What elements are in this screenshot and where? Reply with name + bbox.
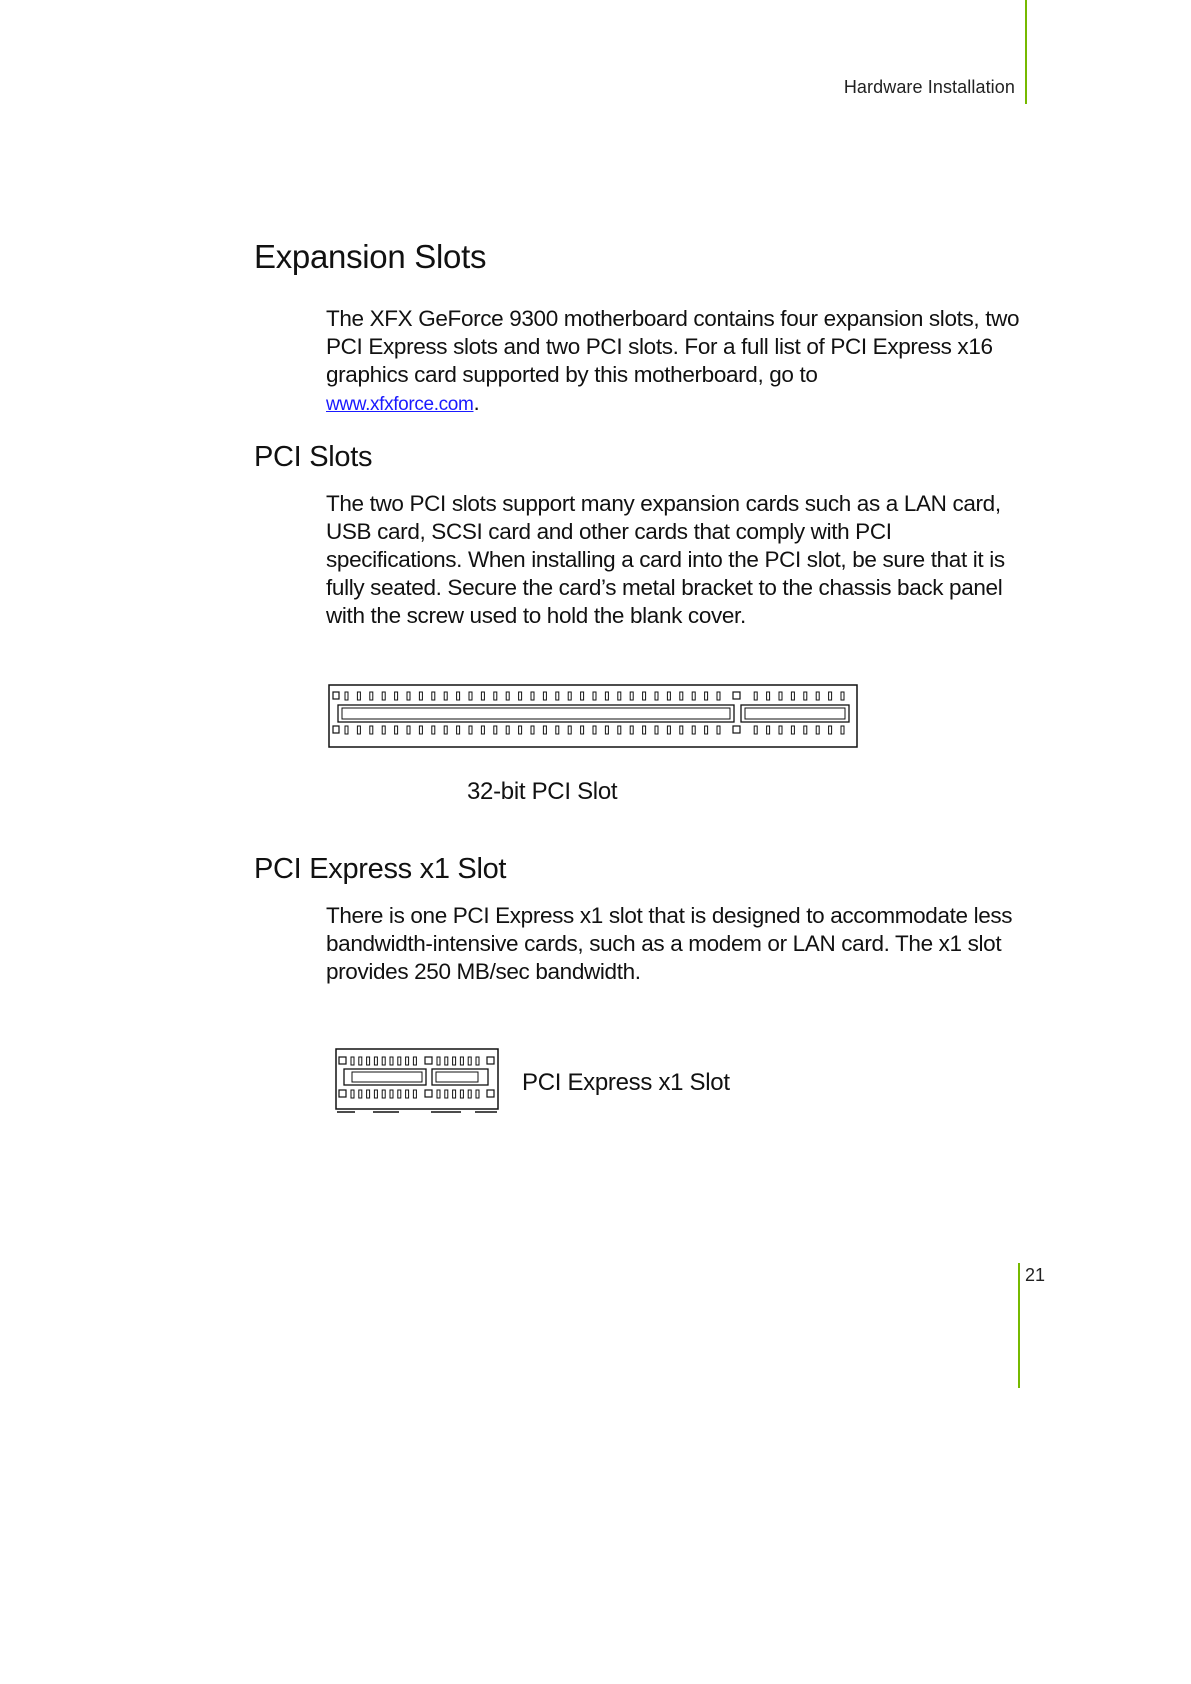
pci-slot-pin-row-top [345,692,844,700]
slot-pin [445,1090,448,1098]
pci-slot-key [733,692,740,699]
slot-pin [494,692,497,700]
slot-pin [506,726,509,734]
slot-pin [419,692,422,700]
slot-pin [432,692,435,700]
running-header: Hardware Installation [843,77,1015,97]
xfxforce-link[interactable]: www.xfxforce.com [326,394,474,415]
pcie-x1-slot-diagram [335,1048,499,1121]
slot-pin [370,726,373,734]
slot-pin [367,1057,370,1065]
pcie-x1-slot-end-key [339,1090,346,1097]
pcie-x1-slot-drawing [335,1048,499,1116]
slot-pin [593,692,596,700]
slot-pin [345,692,348,700]
slot-pin [667,692,670,700]
pcie-x1-slot-end-key [339,1057,346,1064]
slot-pin [460,1057,463,1065]
slot-pin [804,692,807,700]
page-number: 21 [1025,1265,1046,1285]
slot-pin [395,692,398,700]
slot-pin [407,726,410,734]
slot-pin [382,726,385,734]
slot-pin [556,692,559,700]
slot-pin [407,692,410,700]
slot-pin [593,726,596,734]
pci-slot-drawing [328,684,858,748]
slot-pin [432,726,435,734]
slot-pin [481,692,484,700]
slot-pin [357,692,360,700]
link-trailing-period: . [473,390,480,415]
slot-pin [357,726,360,734]
slot-pin [804,726,807,734]
slot-pin [444,726,447,734]
slot-pin [481,726,484,734]
slot-pin [382,692,385,700]
slot-pin [445,1057,448,1065]
slot-pin [359,1057,362,1065]
pci-slot-channel-long-inner [342,708,730,719]
slot-pin [406,1090,409,1098]
pcie-x1-slot-channel-right-inner [436,1072,478,1082]
pcie-x1-slot-key [425,1090,432,1097]
slot-pin [468,1090,471,1098]
slot-pin [829,692,832,700]
slot-pin [829,726,832,734]
slot-pin [754,726,757,734]
slot-pin [345,726,348,734]
slot-pin [453,1090,456,1098]
slot-pin [568,726,571,734]
slot-pin [705,726,708,734]
slot-pin [351,1057,354,1065]
slot-pin [390,1057,393,1065]
slot-pin [419,726,422,734]
slot-pin [444,692,447,700]
slot-pin [767,726,770,734]
slot-pin [705,692,708,700]
slot-pin [618,726,621,734]
slot-pin [494,726,497,734]
slot-pin [398,1090,401,1098]
pcie-x1-slot-end-key [487,1057,494,1064]
section-title-expansion-slots: Expansion Slots [254,238,487,275]
slot-pin [476,1090,479,1098]
slot-pin [630,726,633,734]
slot-pin [468,1057,471,1065]
slot-pin [754,692,757,700]
header-accent-rule [1025,0,1027,104]
slot-pin [692,726,695,734]
slot-pin [692,692,695,700]
slot-pin [374,1090,377,1098]
pcie-x1-slot-channel-right [432,1069,488,1085]
slot-pin [568,692,571,700]
pci-slot-end-key [333,726,339,733]
slot-pin [531,726,534,734]
slot-pin [469,726,472,734]
slot-pin [581,692,584,700]
slot-pin [370,692,373,700]
pcie-x1-slot-pin-row-top [351,1057,479,1065]
pci-slot-key [733,726,740,733]
slot-pin [398,1057,401,1065]
expansion-slots-paragraph [326,305,1026,419]
subsection-title-pcie-x1: PCI Express x1 Slot [254,853,507,885]
pcie-x1-slot-outline [336,1049,498,1109]
pcie-x1-slot-pin-row-bottom [351,1090,479,1098]
slot-pin [779,726,782,734]
pcie-x1-slot-channel-left-inner [352,1072,422,1082]
slot-pin [655,692,658,700]
slot-pin [382,1090,385,1098]
slot-pin [605,726,608,734]
slot-pin [460,1090,463,1098]
slot-pin [457,726,460,734]
slot-pin [581,726,584,734]
slot-pin [519,692,522,700]
slot-pin [413,1090,416,1098]
slot-pin [717,692,720,700]
slot-pin [506,692,509,700]
slot-pin [374,1057,377,1065]
slot-pin [395,726,398,734]
slot-pin [476,1057,479,1065]
slot-pin [543,726,546,734]
pci-slot-end-key [333,692,339,699]
slot-pin [630,692,633,700]
footer-accent-rule [1018,1263,1020,1388]
slot-pin [359,1090,362,1098]
pci-slot-caption: 32-bit PCI Slot [467,778,618,805]
slot-pin [519,726,522,734]
slot-pin [367,1090,370,1098]
pcie-x1-slot-end-key [487,1090,494,1097]
pcie-x1-slot-caption: PCI Express x1 Slot [522,1069,730,1096]
slot-pin [779,692,782,700]
slot-pin [717,726,720,734]
slot-pin [556,726,559,734]
pcie-x1-slot-key [425,1057,432,1064]
slot-pin [680,726,683,734]
slot-pin [437,1057,440,1065]
slot-pin [667,726,670,734]
slot-pin [457,692,460,700]
slot-pin [605,692,608,700]
expansion-slots-text: The XFX GeForce 9300 motherboard contains four expansion slots, two PCI Express slots and two PCI slots. For a full list of PCI Express x16 graphics card supported by this motherboard, go to [326,306,1020,387]
pci-slot-channel-short-inner [745,708,845,719]
slot-pin [531,692,534,700]
slot-pin [643,692,646,700]
slot-pin [791,692,794,700]
slot-pin [469,692,472,700]
slot-pin [413,1057,416,1065]
slot-pin [816,692,819,700]
slot-pin [767,692,770,700]
slot-pin [406,1057,409,1065]
slot-pin [618,692,621,700]
pci-slots-paragraph: The two PCI slots support many expansion cards such as a LAN card, USB card, SCSI card and other cards that comply with PCI specifications. When installing a card into the PCI slot, be sure that it is fully seated. Secure the card’s metal bracket to the chassis back panel with the screw used to hold the blank cover. [326,491,1005,628]
slot-pin [816,726,819,734]
slot-pin [841,692,844,700]
pcie-x1-paragraph: There is one PCI Express x1 slot that is designed to accommodate less bandwidth-intensive cards, such as a modem or LAN card. The x1 slot provides 250 MB/sec bandwidth. [326,903,1013,984]
slot-pin [390,1090,393,1098]
slot-pin [382,1057,385,1065]
slot-pin [655,726,658,734]
slot-pin [351,1090,354,1098]
slot-pin [841,726,844,734]
slot-pin [543,692,546,700]
slot-pin [453,1057,456,1065]
pci-slot-diagram [328,684,858,753]
slot-pin [680,692,683,700]
pcie-x1-slot-channel-left [344,1069,426,1085]
slot-pin [437,1090,440,1098]
subsection-title-pci-slots: PCI Slots [254,441,373,473]
pci-slot-pin-row-bottom [345,726,844,734]
slot-pin [643,726,646,734]
slot-pin [791,726,794,734]
